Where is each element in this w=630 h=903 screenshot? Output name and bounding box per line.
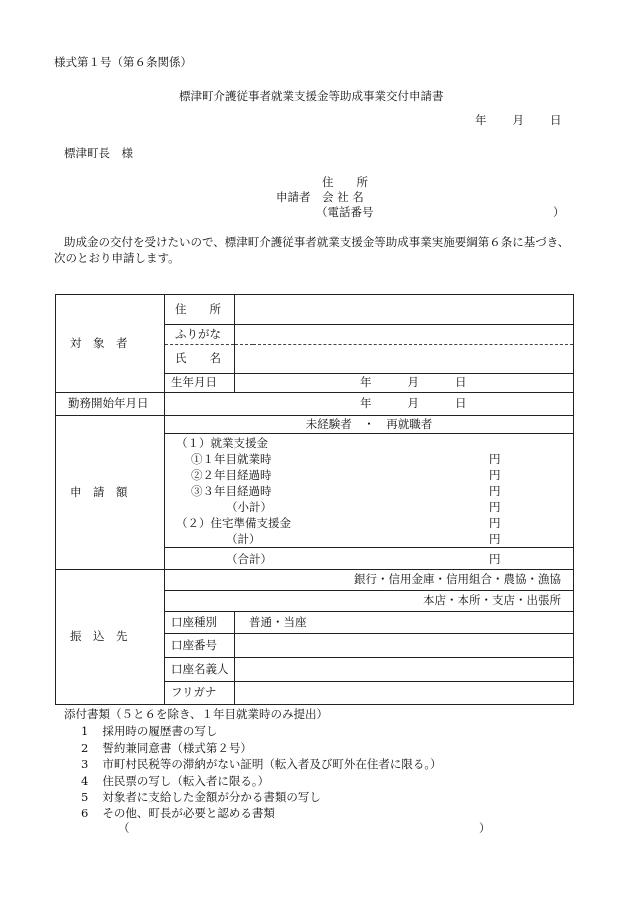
- target-name-field[interactable]: [235, 345, 574, 374]
- target-birthdate-field[interactable]: [235, 374, 574, 393]
- date-year-unit: 年: [475, 113, 487, 127]
- target-address-field[interactable]: [235, 295, 574, 325]
- start-date-field[interactable]: [165, 393, 574, 416]
- target-address-label: 住 所: [165, 295, 235, 325]
- grand-total-unit: 円: [489, 551, 501, 566]
- date-day-unit: 日: [550, 113, 562, 127]
- date-month-unit: 月: [512, 113, 524, 127]
- attachment-item: 6 その他、町長が必要と認める書類: [81, 806, 275, 820]
- amount-line-year1[interactable]: ①１年目就業時 円: [191, 452, 501, 466]
- attachment-item: 2 誓約兼同意書（様式第２号）: [81, 741, 252, 755]
- account-type-options[interactable]: 普通・当座: [235, 612, 574, 634]
- holder-kana-label: フリガナ: [165, 682, 235, 705]
- amount-line-subtotal[interactable]: （小計） 円: [226, 500, 501, 514]
- birth-month-unit: 月: [407, 375, 419, 390]
- transfer-destination-header: 振 込 先: [56, 570, 165, 705]
- applicant-role-label: 申請者: [276, 190, 311, 204]
- intro-line-1: 助成金の交付を受けたいので、標津町介護従事者就業支援金等助成事業実施要綱第６条に基づき、: [64, 235, 570, 249]
- start-month-unit: 月: [407, 396, 419, 411]
- start-day-unit: 日: [455, 396, 467, 411]
- start-date-label: 勤務開始年月日: [56, 393, 165, 416]
- applicant-phone-open: （電話番号: [316, 205, 374, 219]
- holder-kana-field[interactable]: [235, 682, 574, 705]
- account-number-label: 口座番号: [165, 634, 235, 658]
- application-amount-header: 申 請 額: [56, 416, 165, 570]
- birth-year-unit: 年: [360, 375, 372, 390]
- submission-date[interactable]: [475, 115, 562, 127]
- attachments-heading: 添付書類（５と６を除き、１年目就業時のみ提出）: [64, 707, 329, 721]
- document-title: 標津町介護従事者就業支援金等助成事業交付申請書: [179, 89, 444, 103]
- intro-line-2: 次のとおり申請します。: [54, 251, 180, 265]
- attachment-item: 3 市町村民税等の滞納がない証明（転入者及び町外在住者に限る。）: [81, 757, 442, 771]
- birth-day-unit: 日: [455, 375, 467, 390]
- bank-type-options[interactable]: 銀行・信用金庫・信用組合・農協・漁協: [165, 570, 574, 591]
- other-documents-paren-open: （: [118, 821, 130, 835]
- grand-total-field[interactable]: [165, 548, 574, 570]
- target-name-label: 氏 名: [165, 345, 235, 374]
- grand-total-label: （合計）: [226, 551, 272, 566]
- amount-breakdown: [165, 434, 574, 548]
- attachment-item: 4 住民票の写し（転入者に限る。）: [81, 774, 270, 788]
- applicant-company-label: 会 社 名: [322, 190, 364, 204]
- start-year-unit: 年: [360, 396, 372, 411]
- attachment-item: 5 対象者に支給した金額が分かる書類の写し: [81, 790, 321, 804]
- target-furigana-field[interactable]: [235, 325, 574, 345]
- amount-line-total[interactable]: （計） 円: [226, 532, 501, 546]
- amount-line-employment-support: （１）就業支援金: [176, 436, 268, 450]
- target-furigana-label: ふりがな: [165, 325, 235, 345]
- applicant-phone-close: ）: [553, 205, 565, 219]
- experience-options[interactable]: 未経験者 ・ 再就職者: [165, 416, 574, 434]
- account-holder-label: 口座名義人: [165, 658, 235, 682]
- addressee: 標津町長 様: [64, 146, 133, 160]
- account-number-field[interactable]: [235, 634, 574, 658]
- target-person-header: 対 象 者: [56, 295, 165, 393]
- account-holder-field[interactable]: [235, 658, 574, 682]
- other-documents-paren-close: ）: [479, 821, 491, 835]
- amount-line-year2[interactable]: ②２年目経過時 円: [191, 468, 501, 482]
- attachment-item: 1 採用時の履歴書の写し: [81, 724, 218, 738]
- amount-line-housing-support[interactable]: （２）住宅準備支援金 円: [176, 516, 501, 530]
- applicant-address-label: 住 所: [322, 175, 368, 189]
- target-birthdate-label: 生年月日: [165, 374, 235, 393]
- form-number: 様式第１号（第６条関係）: [54, 55, 192, 69]
- application-table: [55, 294, 574, 705]
- account-type-label: 口座種別: [165, 612, 235, 634]
- amount-line-year3[interactable]: ③３年目経過時 円: [191, 484, 501, 498]
- branch-type-options[interactable]: 本店・本所・支店・出張所: [165, 591, 574, 612]
